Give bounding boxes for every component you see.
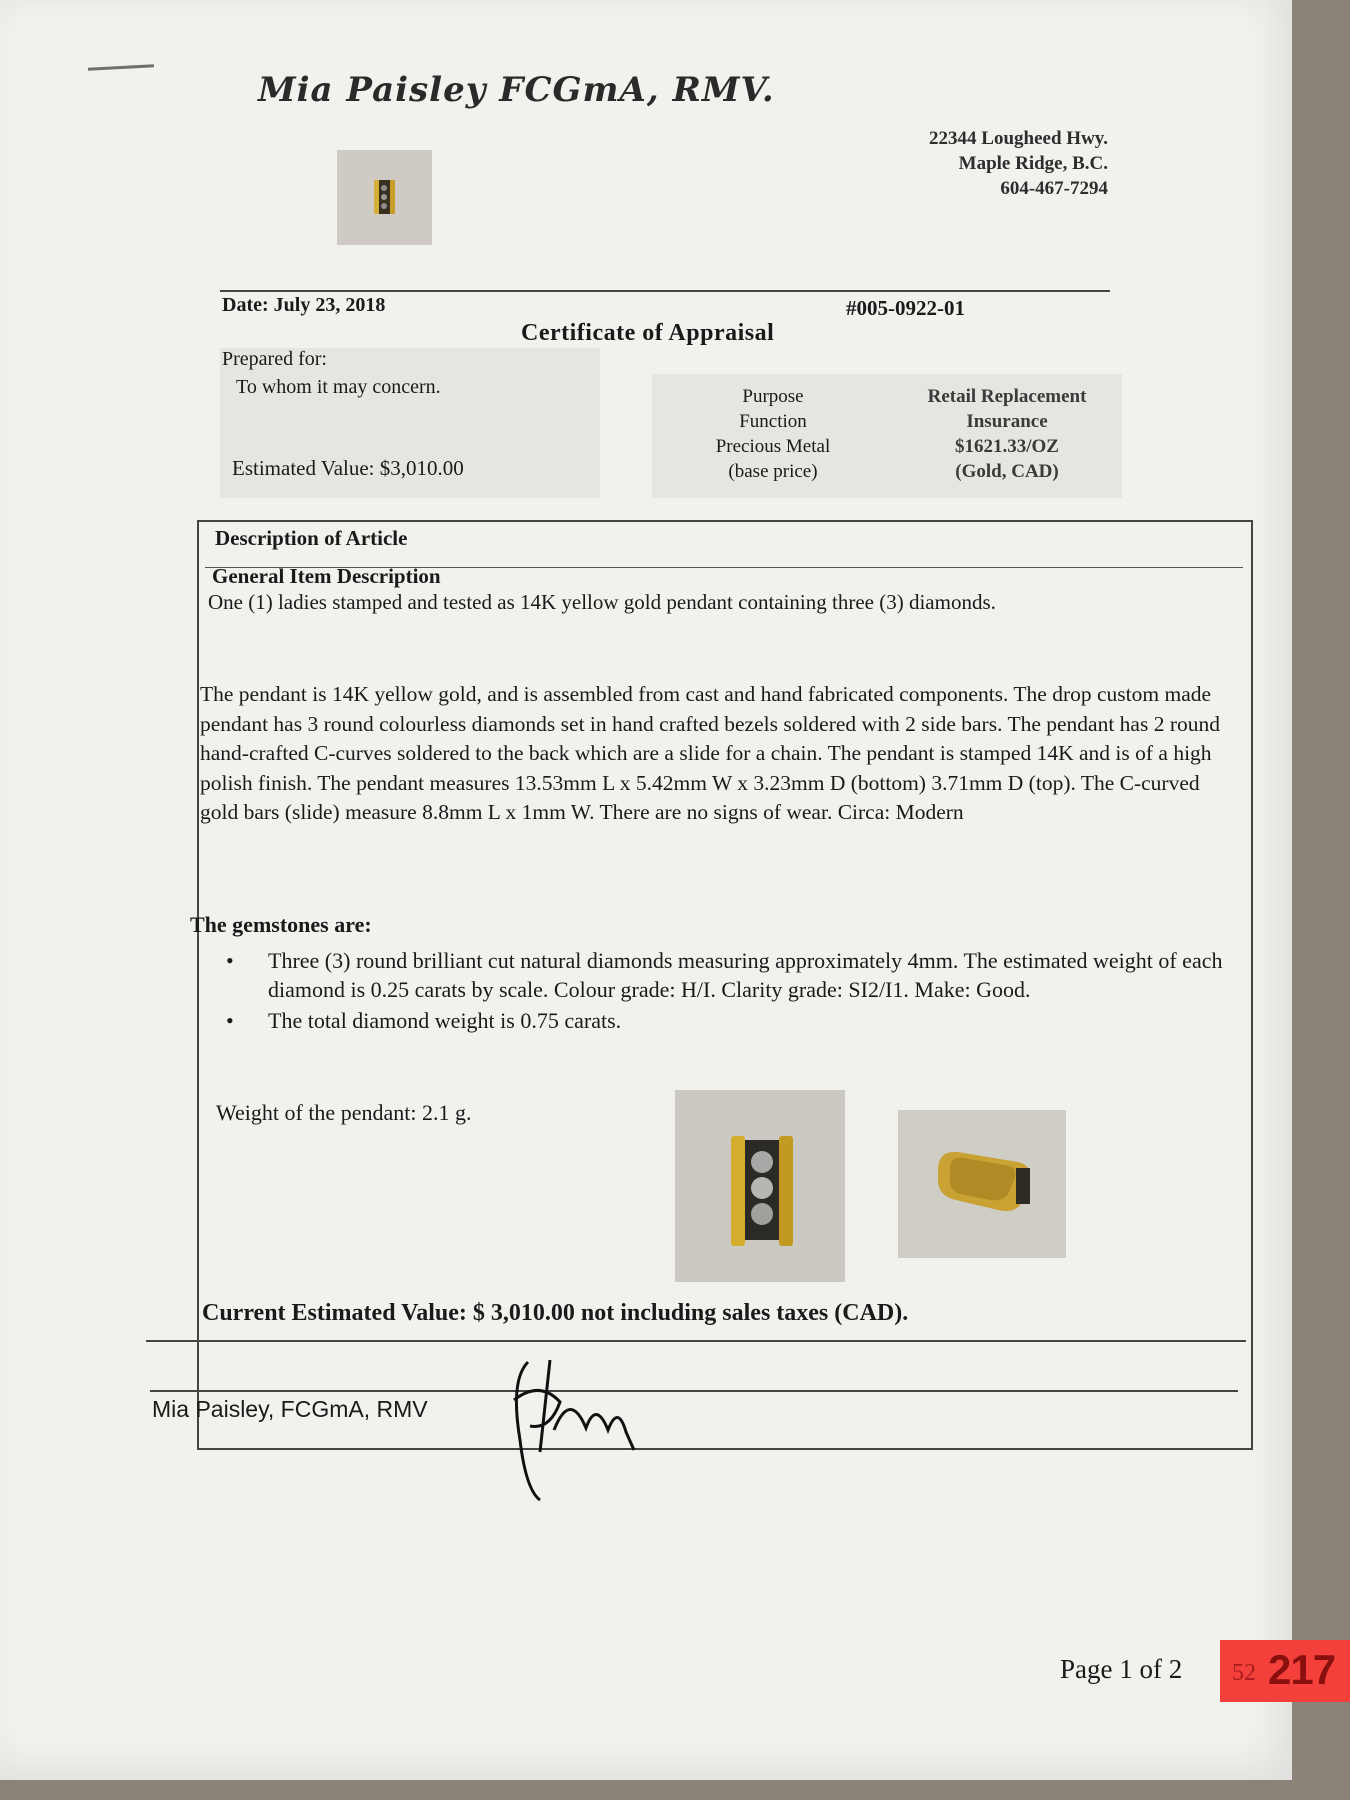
purpose-values bbox=[892, 384, 1122, 484]
page-number: Page 1 of 2 bbox=[1060, 1654, 1183, 1684]
sticker-number: 217 bbox=[1268, 1646, 1336, 1693]
price-sticker bbox=[1220, 1640, 1350, 1702]
general-description-title: General Item Description bbox=[212, 564, 441, 588]
gemstones-title: The gemstones are: bbox=[190, 912, 372, 937]
bullet-icon: • bbox=[226, 1008, 234, 1033]
handwritten-signature bbox=[500, 1340, 700, 1510]
metal-currency-value: (Gold, CAD) bbox=[955, 461, 1059, 482]
current-estimated-value: Current Estimated Value: $ 3,010.00 not including sales taxes (CAD). bbox=[202, 1300, 909, 1326]
sticker-small-number: 52 bbox=[1232, 1660, 1256, 1686]
prepared-for-label: Prepared for: bbox=[222, 348, 327, 370]
prepared-for-value: To whom it may concern. bbox=[236, 376, 441, 398]
appraisal-date: Date: July 23, 2018 bbox=[222, 294, 386, 316]
base-price-label: (base price) bbox=[728, 461, 818, 482]
pendant-side-photo bbox=[898, 1110, 1066, 1258]
pendant-weight: Weight of the pendant: 2.1 g. bbox=[216, 1100, 472, 1125]
estimated-value: Estimated Value: $3,010.00 bbox=[232, 456, 464, 480]
reference-number: #005-0922-01 bbox=[846, 296, 965, 320]
signer-name: Mia Paisley, FCGmA, RMV bbox=[152, 1396, 428, 1422]
gemstones-list bbox=[226, 946, 1236, 1035]
address-street: 22344 Lougheed Hwy. bbox=[929, 128, 1108, 149]
certificate-title: Certificate of Appraisal bbox=[521, 320, 775, 346]
general-description-text: One (1) ladies stamped and tested as 14K yellow gold pendant containing three (3) diamonds. bbox=[208, 590, 996, 614]
precious-metal-label: Precious Metal bbox=[715, 436, 831, 457]
metal-price-value: $1621.33/OZ bbox=[955, 436, 1059, 457]
description-title: Description of Article bbox=[215, 526, 408, 550]
function-value: Insurance bbox=[966, 411, 1048, 432]
address-phone: 604-467-7294 bbox=[1000, 178, 1108, 199]
appraiser-header-name: Mia Paisley FCGmA, RMV. bbox=[258, 70, 775, 110]
pendant-thumbnail bbox=[337, 150, 432, 245]
purpose-value: Retail Replacement bbox=[927, 386, 1087, 407]
purpose-labels bbox=[680, 384, 866, 484]
bullet-icon: • bbox=[226, 948, 234, 973]
pencil-mark bbox=[88, 64, 154, 70]
address-city: Maple Ridge, B.C. bbox=[958, 153, 1108, 174]
list-item bbox=[226, 946, 1236, 1004]
gemstone-text: Three (3) round brilliant cut natural diamonds measuring approximately 4mm. The estimated weight of each diamond is 0.25 carats by scale. Colour grade: H/I. Clarity grade: SI2/I1. Make: Good. bbox=[268, 948, 1223, 1002]
gemstone-text: The total diamond weight is 0.75 carats. bbox=[268, 1008, 622, 1033]
purpose-label: Purpose bbox=[742, 386, 804, 407]
appraiser-address bbox=[929, 126, 1108, 201]
function-label: Function bbox=[739, 411, 807, 432]
divider bbox=[220, 290, 1110, 292]
list-item bbox=[226, 1006, 1236, 1035]
pendant-front-photo bbox=[675, 1090, 845, 1282]
description-paragraph: The pendant is 14K yellow gold, and is assembled from cast and hand fabricated components. The drop custom made pendant has 3 round colourless diamonds set in hand crafted bezels soldered with 2 side bars. The pendant has 2 round hand-crafted C-curves soldered to the back which are a slide for a chain. The pendant is stamped 14K and is of a high polish finish. The pendant measures 13.53mm L x 5.42mm W x 3.23mm D (bottom) 3.71mm D (top). The C-curved gold bars (slide) measure 8.8mm L x 1mm W. There are no signs of wear. Circa: Modern bbox=[200, 682, 1221, 824]
